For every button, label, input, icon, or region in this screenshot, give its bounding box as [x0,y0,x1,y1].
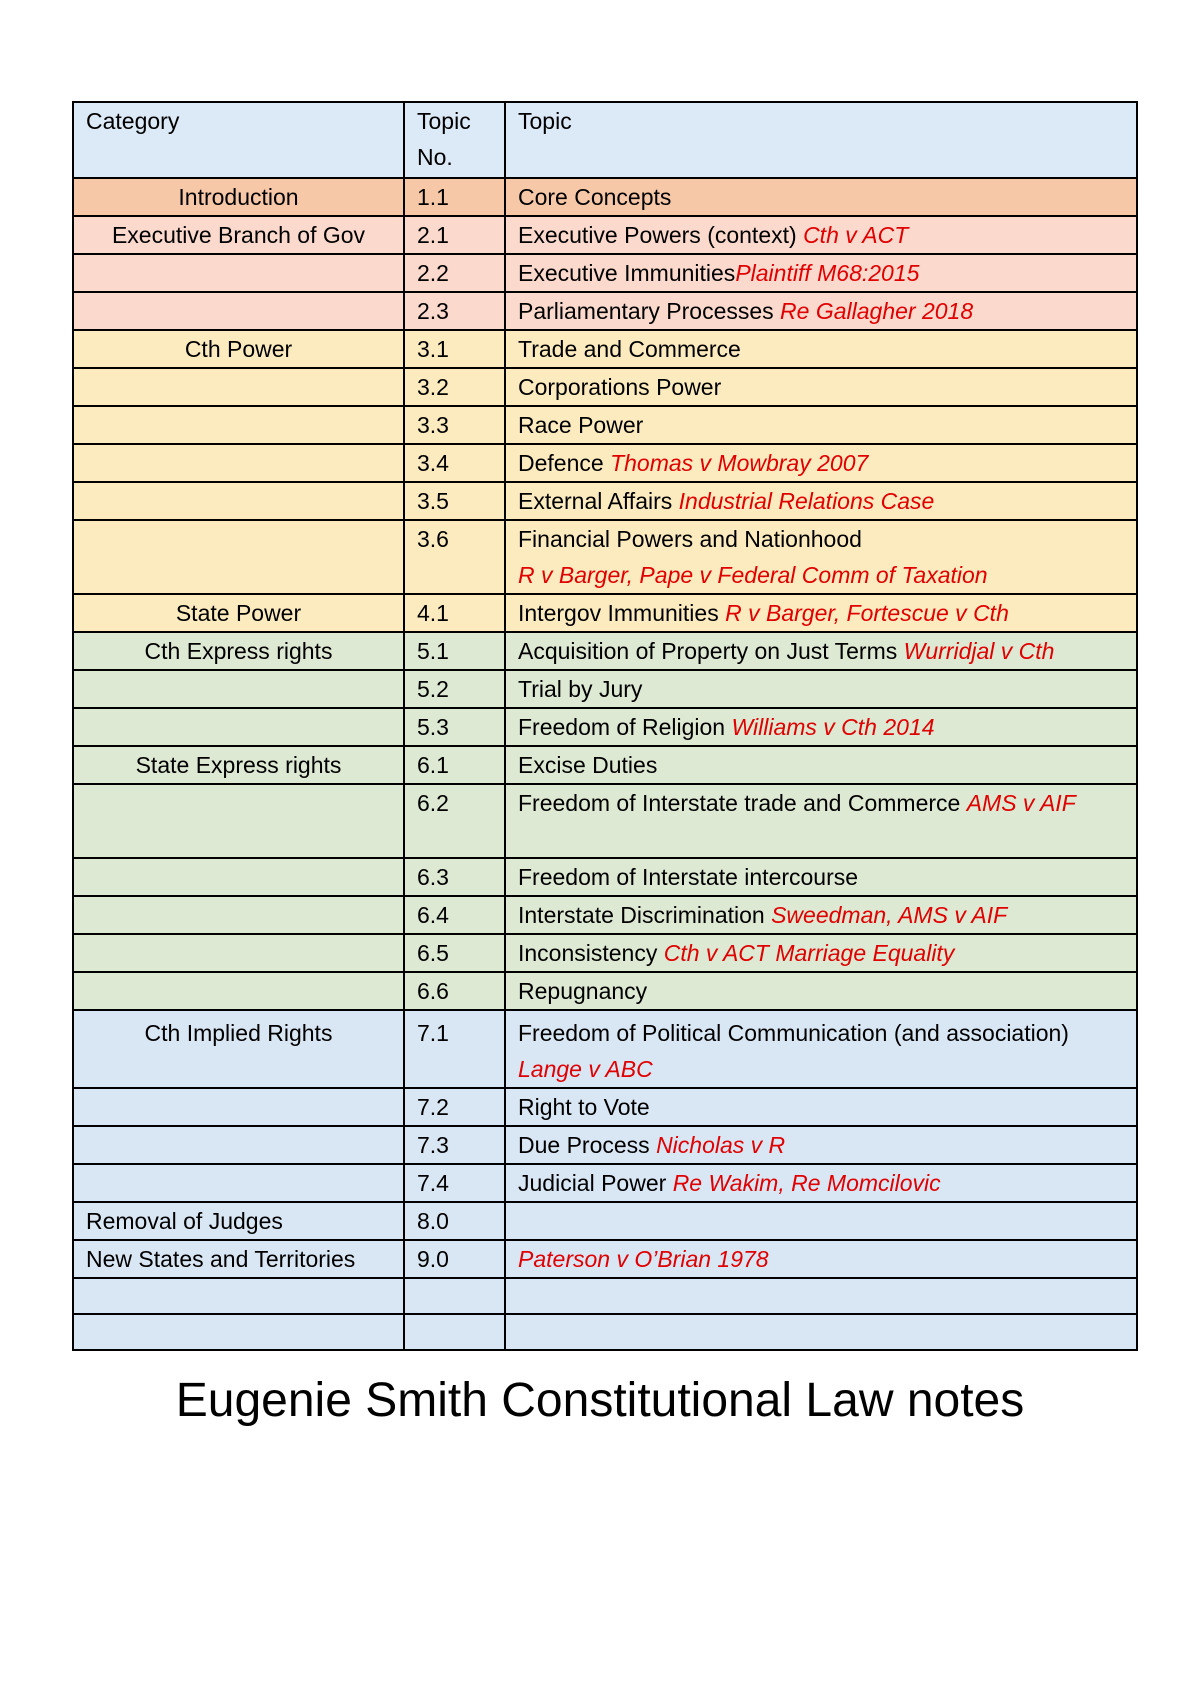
topic-cell [505,1088,1137,1126]
case-citation: Paterson v O’Brian 1978 [518,1246,769,1272]
table-row [73,406,1137,444]
topic-cell [505,594,1137,632]
topic-no-cell: 6.4 [404,896,505,934]
case-citation: Re Wakim, Re Momcilovic [672,1170,941,1196]
table-row [73,670,1137,708]
topic-cell [505,708,1137,746]
topic-cell [505,216,1137,254]
topic-text: Trade and Commerce [518,336,741,362]
category-cell [73,896,404,934]
category-cell [73,292,404,330]
table-row [73,1164,1137,1202]
topic-no-cell: 2.3 [404,292,505,330]
topic-cell [505,482,1137,520]
category-cell [73,784,404,858]
topic-text: Parliamentary Processes [518,298,774,324]
topic-no-cell: 6.1 [404,746,505,784]
topic-no-cell: 6.2 [404,784,505,858]
topic-text: Financial Powers and Nationhood [518,526,862,552]
category-cell [73,972,404,1010]
table-row [73,784,1137,858]
header-category: Category [73,102,404,178]
topic-no-cell: 3.5 [404,482,505,520]
topic-cell [505,1278,1137,1314]
topic-text: Defence [518,450,604,476]
case-citation: AMS v AIF [966,790,1076,816]
topic-text: Freedom of Religion [518,714,726,740]
table-row [73,1202,1137,1240]
topic-no-cell: 7.1 [404,1010,505,1088]
category-cell: Cth Express rights [73,632,404,670]
category-cell [73,858,404,896]
case-citation: Cth v ACT [803,222,909,248]
topic-cell [505,1010,1137,1088]
table-row [73,896,1137,934]
category-cell: Executive Branch of Gov [73,216,404,254]
topic-cell [505,972,1137,1010]
topic-cell [505,670,1137,708]
topic-cell [505,934,1137,972]
topic-no-cell [404,1314,505,1350]
category-cell [73,1126,404,1164]
category-cell: Introduction [73,178,404,216]
case-citation: Nicholas v R [656,1132,786,1158]
topic-cell [505,784,1137,858]
table-row [73,520,1137,594]
topic-text: Freedom of Political Communication (and association) [518,1020,1069,1046]
topic-text: Inconsistency [518,940,658,966]
table-row-empty [73,1314,1137,1350]
category-cell [73,934,404,972]
topic-cell [505,896,1137,934]
topic-no-cell: 3.2 [404,368,505,406]
topic-cell [505,292,1137,330]
category-cell [73,1164,404,1202]
header-topic-no: Topic No. [404,102,505,178]
table-row [73,972,1137,1010]
topic-text: Judicial Power [518,1170,667,1196]
topics-table [72,101,1138,1351]
topic-no-cell: 5.1 [404,632,505,670]
case-citation: R v Barger, Pape v Federal Comm of Taxation [518,562,988,588]
category-cell [73,520,404,594]
topic-text: Intergov Immunities [518,600,719,626]
case-citation: Lange v ABC [518,1056,653,1082]
topic-cell [505,444,1137,482]
table-row [73,444,1137,482]
topic-no-cell: 6.6 [404,972,505,1010]
topic-no-cell: 5.2 [404,670,505,708]
topic-text: Freedom of Interstate intercourse [518,864,859,890]
topic-cell [505,1164,1137,1202]
table-row [73,1240,1137,1278]
category-cell [73,444,404,482]
category-cell [73,708,404,746]
topic-cell [505,330,1137,368]
category-cell [73,406,404,444]
table-row [73,1088,1137,1126]
topic-cell [505,178,1137,216]
table-row [73,368,1137,406]
topic-text: Excise Duties [518,752,658,778]
category-cell [73,254,404,292]
topic-text: Repugnancy [518,978,648,1004]
topic-no-cell: 3.1 [404,330,505,368]
topic-text: Right to Vote [518,1094,650,1120]
topic-text: Acquisition of Property on Just Terms [518,638,898,664]
topic-cell [505,1314,1137,1350]
table-row [73,482,1137,520]
topic-no-cell: 6.3 [404,858,505,896]
topic-cell [505,520,1137,594]
table-row [73,330,1137,368]
header-topic: Topic [505,102,1137,178]
case-citation: R v Barger, Fortescue v Cth [725,600,1009,626]
table-row [73,178,1137,216]
category-cell: Cth Implied Rights [73,1010,404,1088]
topic-text: Freedom of Interstate trade and Commerce [518,790,961,816]
topic-no-cell: 7.4 [404,1164,505,1202]
category-cell: New States and Territories [73,1240,404,1278]
category-cell: Cth Power [73,330,404,368]
table-row [73,632,1137,670]
case-citation: Wurridjal v Cth [903,638,1055,664]
case-citation: Thomas v Mowbray 2007 [610,450,869,476]
case-citation: Williams v Cth 2014 [731,714,935,740]
topic-text: Trial by Jury [518,676,643,702]
topic-text: External Affairs [518,488,673,514]
topic-no-cell: 4.1 [404,594,505,632]
topic-cell [505,1126,1137,1164]
case-citation: Cth v ACT Marriage Equality [663,940,955,966]
table-row [73,594,1137,632]
topic-cell [505,746,1137,784]
table-row [73,1010,1137,1088]
topic-no-cell: 5.3 [404,708,505,746]
topic-text: Executive Powers (context) [518,222,797,248]
category-cell [73,1314,404,1350]
case-citation: Sweedman, AMS v AIF [771,902,1008,928]
topic-no-cell: 3.4 [404,444,505,482]
table-row [73,292,1137,330]
topic-no-cell: 2.1 [404,216,505,254]
topic-cell [505,632,1137,670]
document-title: Eugenie Smith Constitutional Law notes [175,1374,1025,1427]
table-row [73,708,1137,746]
table-row [73,858,1137,896]
topic-text: Due Process [518,1132,650,1158]
table-row [73,254,1137,292]
case-citation: Re Gallagher 2018 [780,298,974,324]
topic-no-cell: 3.3 [404,406,505,444]
topic-text: Interstate Discrimination [518,902,765,928]
topic-text: Core Concepts [518,184,672,210]
topic-no-cell: 1.1 [404,178,505,216]
table-header-row [73,102,1137,178]
topic-text: Executive Immunities [518,260,736,286]
topic-no-cell: 7.2 [404,1088,505,1126]
category-cell [73,482,404,520]
topic-no-cell: 6.5 [404,934,505,972]
topic-no-cell: 9.0 [404,1240,505,1278]
topic-cell [505,858,1137,896]
category-cell: Removal of Judges [73,1202,404,1240]
category-cell: State Power [73,594,404,632]
table-row [73,934,1137,972]
case-citation: Industrial Relations Case [678,488,935,514]
topic-no-cell: 3.6 [404,520,505,594]
table-row [73,1126,1137,1164]
table-row [73,216,1137,254]
table-row-empty [73,1278,1137,1314]
case-citation: Plaintiff M68:2015 [735,260,920,286]
topic-text: Corporations Power [518,374,722,400]
topic-no-cell: 2.2 [404,254,505,292]
category-cell [73,368,404,406]
category-cell: State Express rights [73,746,404,784]
topic-cell [505,368,1137,406]
topic-text: Race Power [518,412,644,438]
topic-no-cell: 7.3 [404,1126,505,1164]
topic-cell [505,1202,1137,1240]
category-cell [73,1278,404,1314]
topic-cell [505,1240,1137,1278]
category-cell [73,670,404,708]
topic-cell [505,254,1137,292]
topic-no-cell: 8.0 [404,1202,505,1240]
topic-cell [505,406,1137,444]
topic-no-cell [404,1278,505,1314]
table-row [73,746,1137,784]
category-cell [73,1088,404,1126]
